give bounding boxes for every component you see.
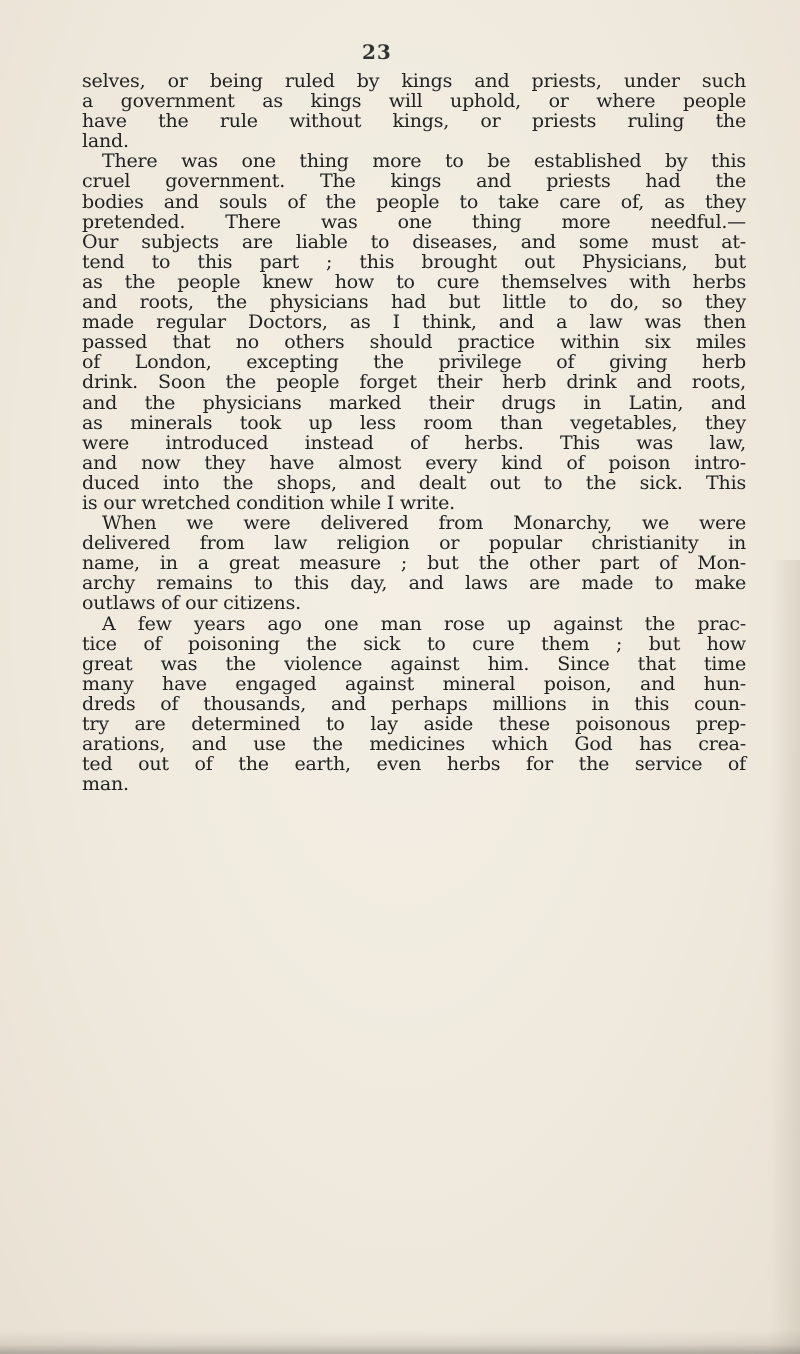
text-line: many have engaged against mineral poison, and hun- xyxy=(82,672,746,695)
page-edge-shadow xyxy=(770,560,800,1354)
text-line: archy remains to this day, and laws are made to make xyxy=(82,572,746,595)
text-line: as minerals took up less room than vegetables, they xyxy=(82,411,746,434)
text-line: tend to this part ; this brought out Physicians, but xyxy=(82,250,746,273)
text-line: made regular Doctors, as I think, and a law was then xyxy=(82,311,746,334)
text-line: delivered from law religion or popular christianity in xyxy=(82,532,746,555)
text-line: ted out of the earth, even herbs for the service of xyxy=(82,753,746,776)
text-line: drink. Soon the people forget their herb drink and roots, xyxy=(82,371,746,394)
text-line: Our subjects are liable to diseases, and some must at- xyxy=(82,230,746,253)
text-line: try are determined to lay aside these poisonous prep- xyxy=(82,713,746,735)
text-line: There was one thing more to be established by this xyxy=(102,150,746,173)
text-line: and the physicians marked their drugs in Latin, and xyxy=(82,391,746,414)
text-line: land. xyxy=(82,130,129,153)
text-line: and roots, the physicians had but little to do, so they xyxy=(82,291,746,314)
text-line: of London, excepting the privilege of giving herb xyxy=(82,351,746,374)
text-line: bodies and souls of the people to take care of, as they xyxy=(82,190,746,213)
text-line: name, in a great measure ; but the other part of Mon- xyxy=(82,552,746,575)
text-line: outlaws of our citizens. xyxy=(82,592,301,615)
text-line: arations, and use the medicines which God has crea- xyxy=(82,733,746,756)
text-line: pretended. There was one thing more needful.— xyxy=(82,210,746,233)
text-line: tice of poisoning the sick to cure them ; but how xyxy=(82,632,746,655)
text-line: cruel government. The kings and priests had the xyxy=(82,170,746,193)
text-line: When we were delivered from Monarchy, we were xyxy=(102,512,746,535)
text-line: man. xyxy=(82,773,129,796)
page-number: 23 xyxy=(362,40,392,64)
text-line: were introduced instead of herbs. This was law, xyxy=(82,431,746,454)
text-line: as the people knew how to cure themselves with herbs xyxy=(82,270,746,293)
text-line: and now they have almost every kind of poison intro- xyxy=(82,451,746,474)
text-line: a government as kings will uphold, or where people xyxy=(82,90,746,113)
text-line: passed that no others should practice within six miles xyxy=(82,331,746,354)
text-line: duced into the shops, and dealt out to the sick. This xyxy=(82,471,746,494)
text-line: selves, or being ruled by kings and priests, under such xyxy=(82,70,746,92)
text-line: great was the violence against him. Since that time xyxy=(82,652,746,675)
text-line: is our wretched condition while I write. xyxy=(82,491,456,514)
text-line: dreds of thousands, and perhaps millions in this coun- xyxy=(82,692,746,715)
text-line: A few years ago one man rose up against the prac- xyxy=(102,612,746,635)
text-line: have the rule without kings, or priests ruling the xyxy=(82,110,746,133)
page-bottom-edge xyxy=(0,1330,800,1354)
body-text xyxy=(82,71,746,794)
